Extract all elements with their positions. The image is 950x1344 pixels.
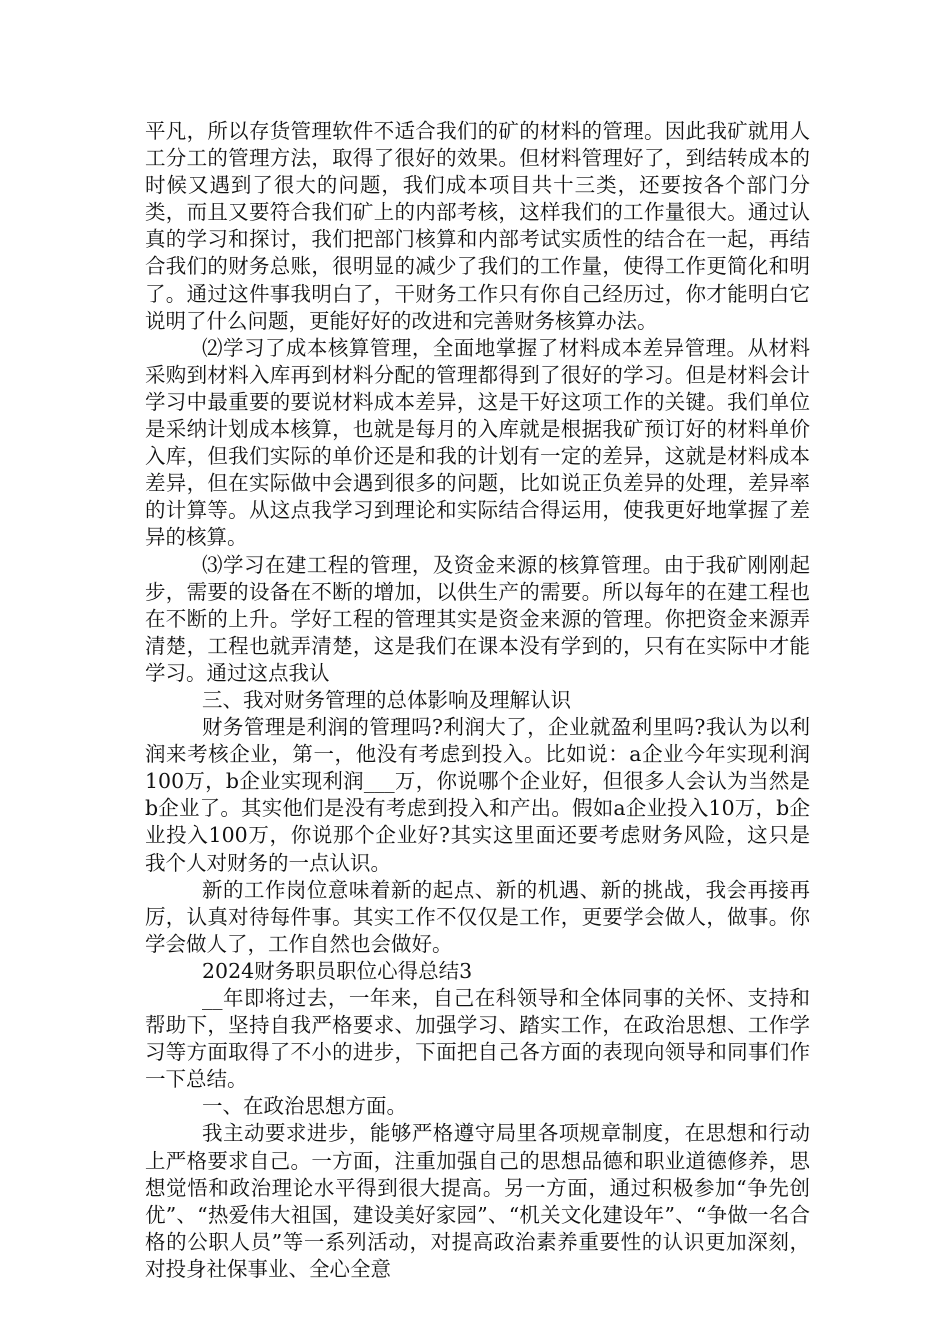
paragraph-1: 平凡，所以存货管理软件不适合我们的矿的材料的管理。因此我矿就用人工分工的管理方法，取得了很好的效果。但材料管理好了，到结转成本的时候又遇到了很大的问题，我们成本项目共十三类，还要按各个部门分类，而且又要符合我们矿上的内部考核，这样我们的工作量很大。通过认真的学习和探讨，我们把部门核算和内部考试实质性的结合在一起，再结合我们的财务总账，很明显的减少了我们的工作量，使得工作更简化和明了。通过这件事我明白了，干财务工作只有你自己经历过，你才能明白它说明了什么问题，更能好好的改进和完善财务核算办法。: [145, 119, 810, 333]
paragraph-6: __年即将过去，一年来，自己在科领导和全体同事的关怀、支持和帮助下，坚持自我严格要求、加强学习、踏实工作，在政治思想、工作学习等方面取得了不小的进步，下面把自己各方面的表现向领导和同事们作一下总结。: [145, 986, 810, 1092]
paragraph-4: 财务管理是利润的管理吗?利润大了，企业就盈利里吗?我认为以利润来考核企业，第一，他没有考虑到投入。比如说：a企业今年实现利润100万，b企业实现利润___万，你说哪个企业好，但很多人会认为当然是b企业了。其实他们是没有考虑到投入和产出。假如a企业投入10万，b企业投入100万，你说那个企业好?其实这里面还要考虑财务风险，这只是我个人对财务的一点认识。: [145, 715, 810, 875]
document-title-3: 2024财务职员职位心得总结3: [202, 958, 473, 983]
paragraph-2: ⑵学习了成本核算管理，全面地掌握了材料成本差异管理。从材料采购到材料入库再到材料分配的管理都得到了很好的学习。但是材料会计学习中最重要的要说材料成本差异，这是干好这项工作的关键。我们单位是采纳计划成本核算，也就是每月的入库就是根据我矿预订好的材料单价入库，但我们实际的单价还是和我的计划有一定的差异，这就是材料成本差异，但在实际做中会遇到很多的问题，比如说正负差异的处理，差异率的计算等。从这点我学习到理论和实际结合得运用，使我更好地掌握了差异的核算。: [145, 335, 810, 550]
document-page: [145, 118, 810, 1283]
section-heading-3: 三、我对财务管理的总体影响及理解认识: [202, 687, 571, 712]
paragraph-7: 我主动要求进步，能够严格遵守局里各项规章制度，在思想和行动上严格要求自己。一方面，注重加强自己的思想品德和职业道德修养，思想觉悟和政治理论水平得到很大提高。另一方面，通过积极参加“争先创优”、“热爱伟大祖国，建设美好家园”、“机关文化建设年”、“争做一名合格的公职人员”等一系列活动，对提高政治素养重要性的认识更加深刻，对投身社保事业、全心全意: [145, 1121, 810, 1281]
section-heading-1: 一、在政治思想方面。: [202, 1094, 407, 1119]
paragraph-5: 新的工作岗位意味着新的起点、新的机遇、新的挑战，我会再接再厉，认真对待每件事。其实工作不仅仅是工作，更要学会做人，做事。你学会做人了，工作自然也会做好。: [145, 877, 810, 956]
paragraph-3: ⑶学习在建工程的管理，及资金来源的核算管理。由于我矿刚刚起步，需要的设备在不断的增加，以供生产的需要。所以每年的在建工程也在不断的上升。学好工程的管理其实是资金来源的管理。你把资金来源弄清楚，工程也就弄清楚，这是我们在课本没有学到的，只有在实际中才能学习。通过这点我认: [145, 552, 810, 685]
